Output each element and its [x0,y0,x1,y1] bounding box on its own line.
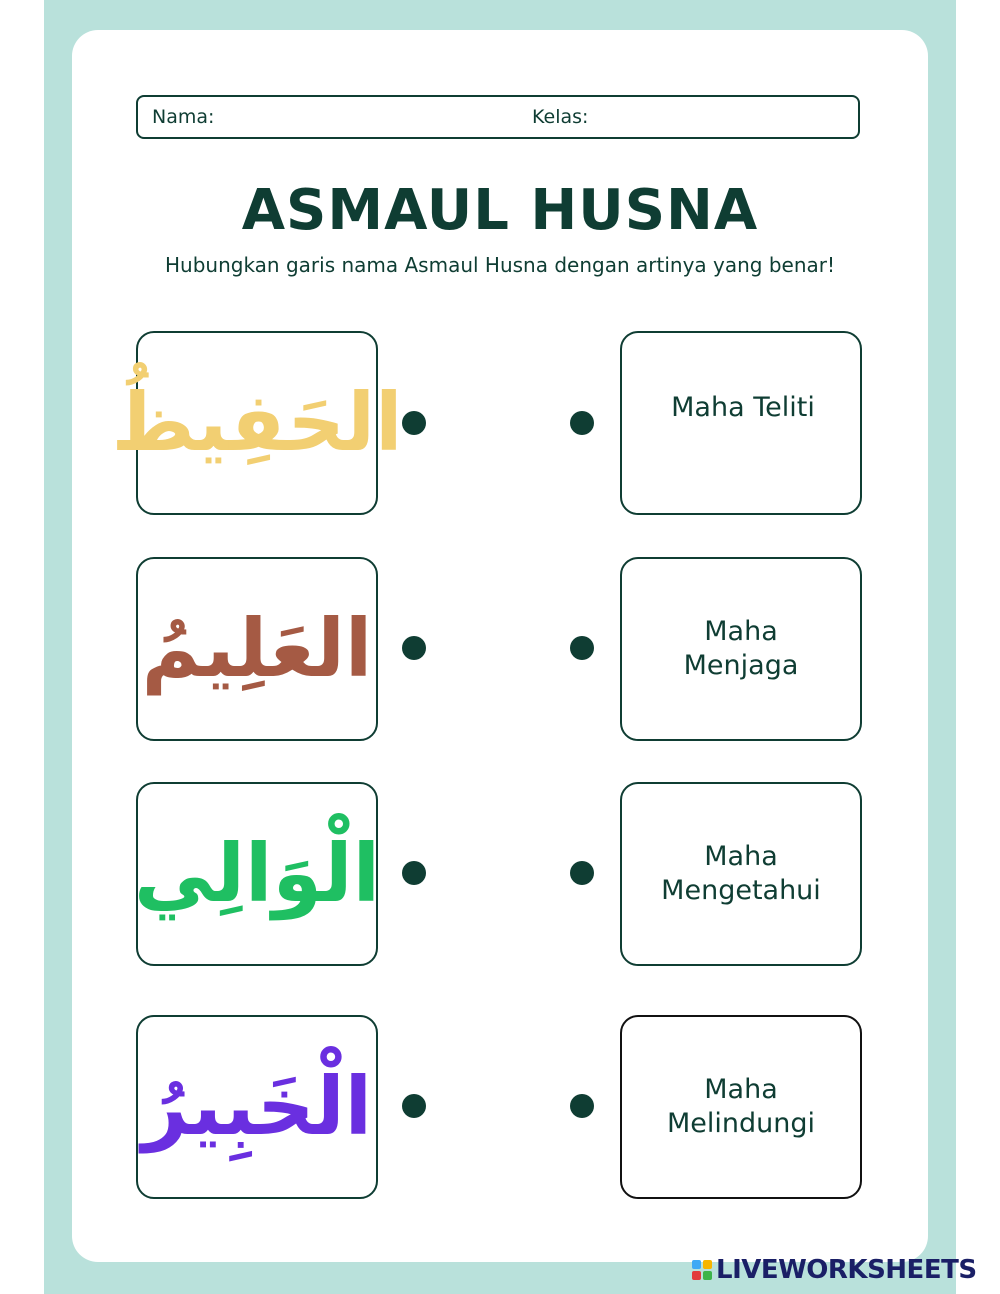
kelas-label: Kelas: [532,106,589,128]
arabic-name-3: الْوَالِي [133,827,380,920]
right-dot-3[interactable] [570,861,594,885]
name-card-3 [133,782,380,966]
nama-label: Nama: [152,106,215,128]
meaning-3-line-2: Mengetahui [661,875,821,906]
liveworksheets-wordmark: LIVEWORKSHEETS [716,1255,977,1285]
meaning-card-3 [620,782,862,966]
meaning-card-2 [620,557,862,741]
meaning-4-line-1: Maha [704,1074,778,1105]
student-info-box [136,95,860,139]
left-dot-4[interactable] [402,1094,426,1118]
name-card-4 [136,1015,378,1199]
meaning-text-4 [656,1073,826,1141]
left-dot-3[interactable] [402,861,426,885]
meaning-card-4 [620,1015,862,1199]
right-dot-4[interactable] [570,1094,594,1118]
arabic-name-1: الحَفِيظُ [111,376,403,469]
arabic-name-4: الْخَبِيرُ [141,1060,373,1153]
right-dot-1[interactable] [570,411,594,435]
meaning-2-line-1: Maha [704,616,778,647]
liveworksheets-logo[interactable] [692,1255,977,1285]
name-card-2 [136,557,378,741]
meaning-3-line-1: Maha [704,841,778,872]
instruction-text: Hubungkan garis nama Asmaul Husna dengan artinya yang benar! [164,253,836,277]
page-title: ASMAUL HUSNA [241,178,759,243]
meaning-text-2 [656,615,826,683]
right-dot-2[interactable] [570,636,594,660]
meaning-4-line-2: Melindungi [666,1108,816,1139]
meaning-2-line-2: Menjaga [683,650,799,681]
meaning-text-3 [656,840,826,908]
meaning-text-1: Maha Teliti [671,392,815,423]
name-card-1 [111,331,403,515]
left-dot-1[interactable] [402,411,426,435]
meaning-card-1 [620,331,862,515]
left-dot-2[interactable] [402,636,426,660]
arabic-name-2: العَلِيمُ [141,602,373,695]
liveworksheets-icon [692,1260,712,1280]
